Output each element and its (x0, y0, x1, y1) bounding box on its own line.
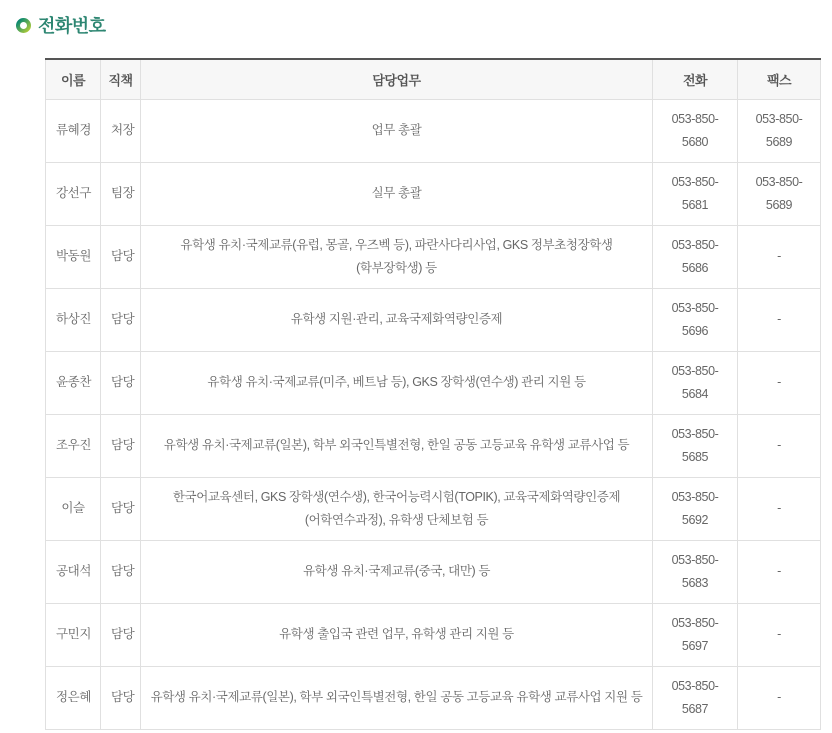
cell-fax: - (738, 666, 821, 729)
table-row (46, 288, 821, 351)
cell-name: 이슬 (46, 477, 101, 540)
table-row (46, 540, 821, 603)
cell-phone: 053-850-5696 (653, 288, 738, 351)
column-header-phone: 전화 (653, 59, 738, 99)
table-row (46, 414, 821, 477)
page-title: 전화번호 (38, 16, 106, 36)
table-header-row (46, 59, 821, 99)
cell-duty: 유학생 유치·국제교류(일본), 학부 외국인특별전형, 한일 공동 고등교육 유학생 교류사업 등 (141, 414, 653, 477)
cell-position: 담당 (101, 414, 141, 477)
cell-duty: 실무 총괄 (141, 162, 653, 225)
cell-position: 담당 (101, 288, 141, 351)
column-header-fax: 팩스 (738, 59, 821, 99)
cell-phone: 053-850-5692 (653, 477, 738, 540)
table-row (46, 225, 821, 288)
cell-name: 구민지 (46, 603, 101, 666)
cell-name: 정은혜 (46, 666, 101, 729)
table-body (46, 99, 821, 729)
cell-fax: - (738, 540, 821, 603)
cell-fax: - (738, 477, 821, 540)
table-row (46, 477, 821, 540)
table-row (46, 162, 821, 225)
cell-phone: 053-850-5681 (653, 162, 738, 225)
cell-fax: 053-850-5689 (738, 99, 821, 162)
cell-position: 담당 (101, 477, 141, 540)
cell-position: 담당 (101, 351, 141, 414)
cell-duty: 유학생 유치·국제교류(유럽, 몽골, 우즈벡 등), 파란사다리사업, GKS 정부초청장학생(학부장학생) 등 (141, 225, 653, 288)
cell-name: 하상진 (46, 288, 101, 351)
ring-bullet-icon (16, 18, 31, 33)
cell-duty: 유학생 유치·국제교류(중국, 대만) 등 (141, 540, 653, 603)
cell-phone: 053-850-5697 (653, 603, 738, 666)
table-row (46, 351, 821, 414)
cell-phone: 053-850-5685 (653, 414, 738, 477)
cell-phone: 053-850-5683 (653, 540, 738, 603)
section-title-row (16, 12, 820, 38)
table-row (46, 666, 821, 729)
cell-fax: - (738, 351, 821, 414)
cell-position: 담당 (101, 540, 141, 603)
cell-duty: 한국어교육센터, GKS 장학생(연수생), 한국어능력시험(TOPIK), 교육국제화역량인증제(어학연수과정), 유학생 단체보험 등 (141, 477, 653, 540)
cell-position: 담당 (101, 666, 141, 729)
cell-fax: - (738, 603, 821, 666)
cell-duty: 유학생 출입국 관련 업무, 유학생 관리 지원 등 (141, 603, 653, 666)
cell-phone: 053-850-5684 (653, 351, 738, 414)
cell-position: 처장 (101, 99, 141, 162)
cell-name: 조우진 (46, 414, 101, 477)
table-row (46, 603, 821, 666)
cell-duty: 유학생 유치·국제교류(일본), 학부 외국인특별전형, 한일 공동 고등교육 유학생 교류사업 지원 등 (141, 666, 653, 729)
cell-name: 공대석 (46, 540, 101, 603)
phone-directory-table (45, 58, 821, 730)
column-header-duty: 담당업무 (141, 59, 653, 99)
cell-phone: 053-850-5686 (653, 225, 738, 288)
table-row (46, 99, 821, 162)
cell-name: 박동원 (46, 225, 101, 288)
cell-fax: - (738, 288, 821, 351)
cell-duty: 업무 총괄 (141, 99, 653, 162)
cell-duty: 유학생 지원·관리, 교육국제화역량인증제 (141, 288, 653, 351)
cell-phone: 053-850-5680 (653, 99, 738, 162)
cell-phone: 053-850-5687 (653, 666, 738, 729)
cell-name: 윤종찬 (46, 351, 101, 414)
cell-fax: 053-850-5689 (738, 162, 821, 225)
cell-name: 강선구 (46, 162, 101, 225)
cell-fax: - (738, 225, 821, 288)
cell-position: 담당 (101, 225, 141, 288)
cell-name: 류혜경 (46, 99, 101, 162)
column-header-position: 직책 (101, 59, 141, 99)
cell-fax: - (738, 414, 821, 477)
cell-position: 담당 (101, 603, 141, 666)
column-header-name: 이름 (46, 59, 101, 99)
cell-duty: 유학생 유치·국제교류(미주, 베트남 등), GKS 장학생(연수생) 관리 지원 등 (141, 351, 653, 414)
cell-position: 팀장 (101, 162, 141, 225)
